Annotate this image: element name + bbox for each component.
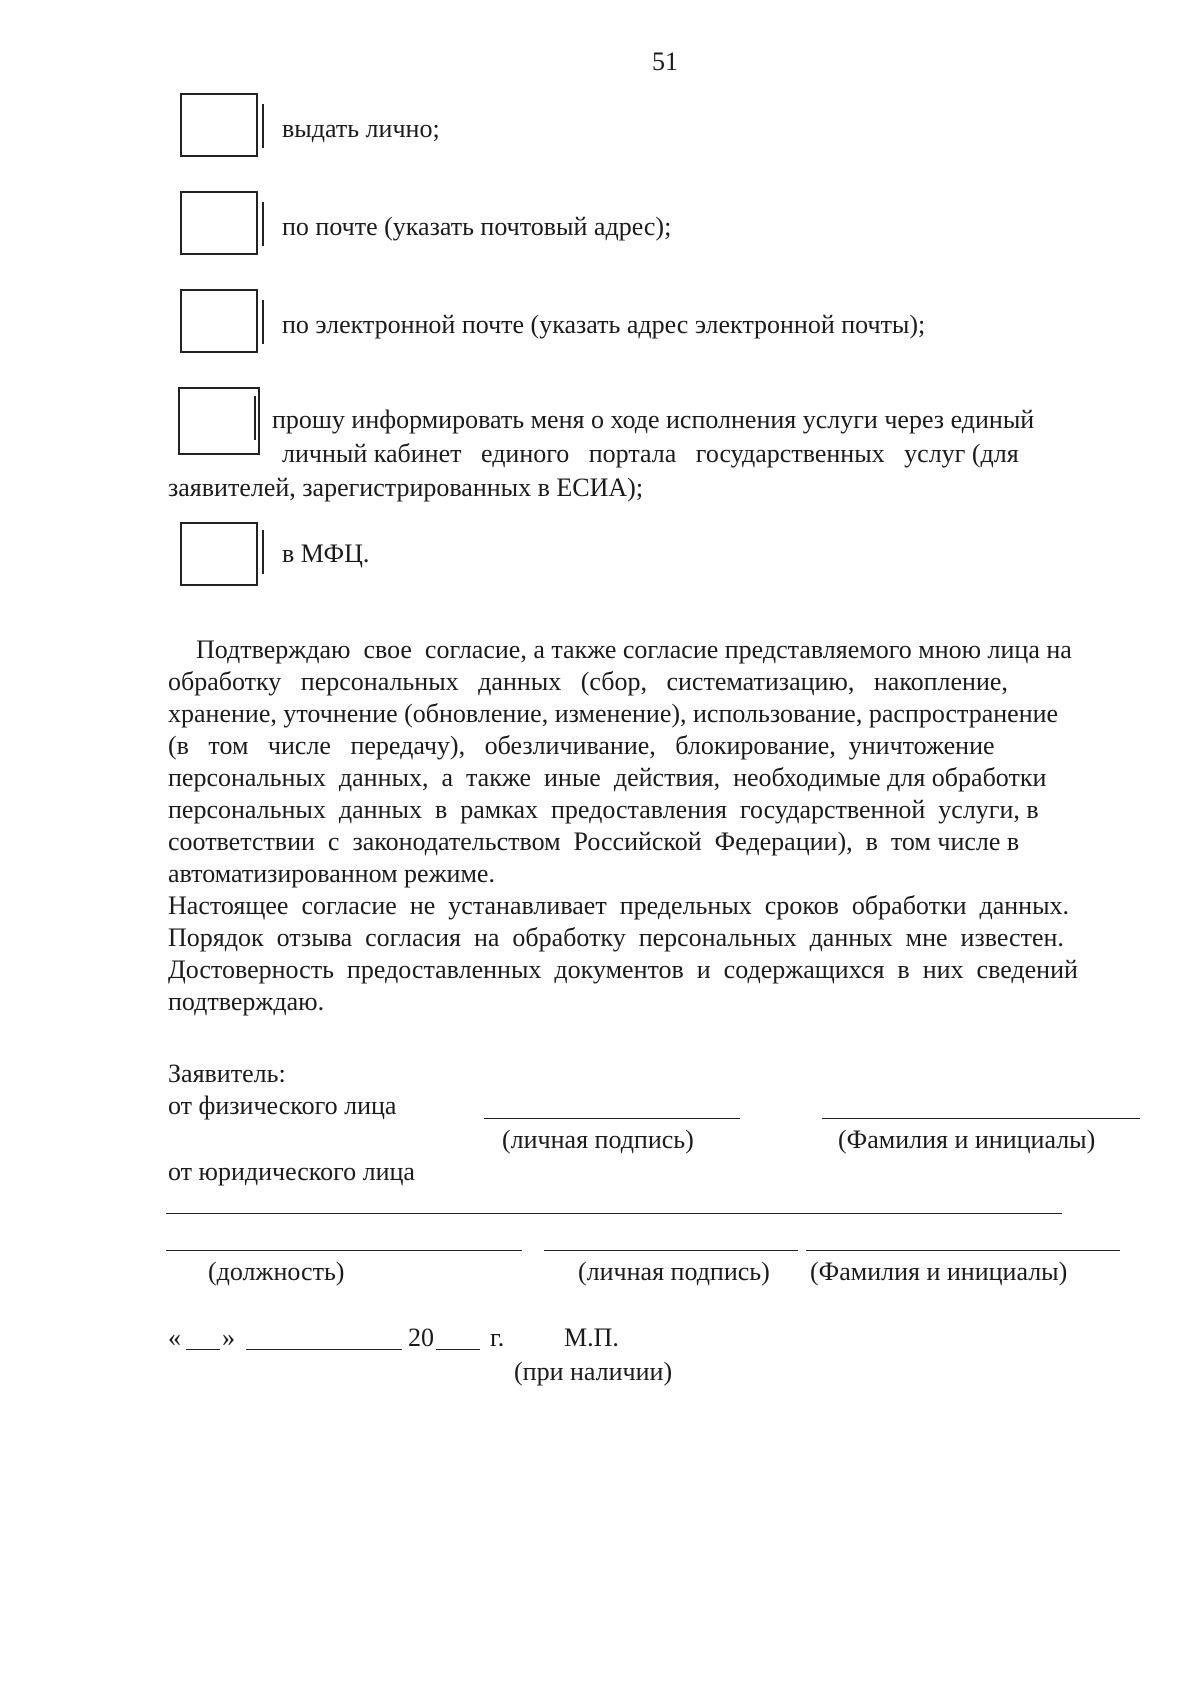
option-issue-personally-label: выдать лично; [282,114,440,143]
consent-line: (в том числе передачу), обезличивание, блокирование, уничтожение [168,731,995,760]
date-month-line[interactable] [246,1349,402,1350]
individual-signature-line[interactable] [484,1118,740,1119]
position-line[interactable] [166,1250,522,1251]
checkbox-mark [262,202,264,246]
consent-line: соответствии с законодательством Российской Федерации), в том числе в [168,827,1020,856]
stamp-label: М.П. [564,1323,619,1352]
option-by-mail-label: по почте (указать почтовый адрес); [282,212,672,241]
date-open-quote: « [168,1323,181,1352]
individual-name-line[interactable] [822,1118,1140,1119]
date-close-quote: » [222,1323,235,1352]
legal-name-caption: (Фамилия и инициалы) [810,1257,1068,1286]
individual-signature-caption: (личная подпись) [502,1125,694,1154]
option-by-email-label: по электронной почте (указать адрес электронной почты); [282,310,926,339]
consent-line: Достоверность предоставленных документов и содержащихся в них сведений [168,955,1078,984]
date-year-line[interactable] [436,1349,480,1350]
option-mfc-label: в МФЦ. [282,539,370,568]
legal-signature-line[interactable] [544,1250,798,1251]
checkbox-issue-personally[interactable] [180,93,258,157]
option-inform-via-portal-line2: личный кабинет единого портала государственных услуг (для [282,439,1019,468]
consent-paragraph [168,634,1158,1018]
checkbox-mfc[interactable] [180,522,258,586]
checkbox-mark [262,530,264,574]
consent-line: Подтверждаю свое согласие, а также согласие представляемого мною лица на [196,635,1072,664]
legal-name-line[interactable] [806,1250,1120,1251]
consent-line: персональных данных в рамках предоставления государственной услуги, в [168,795,1039,824]
date-day-line[interactable] [186,1349,220,1350]
consent-line: обработку персональных данных (сбор, систематизацию, накопление, [168,667,1008,696]
checkbox-by-email[interactable] [180,289,258,353]
individual-label: от физического лица [168,1091,397,1120]
consent-line: Порядок отзыва согласия на обработку персональных данных мне известен. [168,923,1064,952]
consent-line: персональных данных, а также иные действия, необходимые для обработки [168,763,1047,792]
option-inform-via-portal-line1: прошу информировать меня о ходе исполнения услуги через единый [272,405,1035,434]
checkbox-mark [262,104,264,148]
consent-line: автоматизированном режиме. [168,859,495,888]
individual-name-caption: (Фамилия и инициалы) [838,1125,1096,1154]
legal-entity-name-line[interactable] [166,1213,1062,1214]
option-inform-via-portal-line3: заявителей, зарегистрированных в ЕСИА); [168,473,644,502]
checkbox-mark [254,396,256,440]
consent-line: подтверждаю. [168,987,325,1016]
applicant-label: Заявитель: [168,1059,286,1088]
consent-line: хранение, уточнение (обновление, изменение), использование, распространение [168,699,1059,728]
checkbox-mark [262,300,264,344]
date-year-suffix: г. [490,1323,505,1352]
checkbox-by-mail[interactable] [180,191,258,255]
legal-entity-label: от юридического лица [168,1157,415,1186]
position-caption: (должность) [208,1257,345,1286]
stamp-note: (при наличии) [514,1357,673,1386]
consent-line: Настоящее согласие не устанавливает предельных сроков обработки данных. [168,891,1070,920]
legal-signature-caption: (личная подпись) [578,1257,770,1286]
page-number: 51 [652,47,678,76]
date-year-prefix: 20 [408,1323,434,1352]
checkbox-inform-via-portal[interactable] [178,387,260,455]
